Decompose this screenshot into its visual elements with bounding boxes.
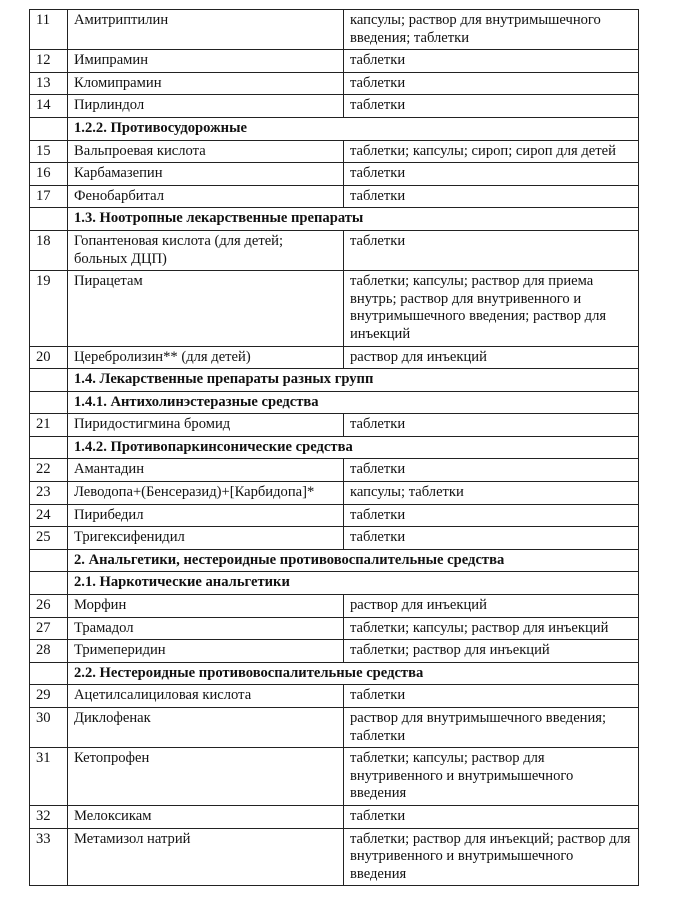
dosage-form: раствор для инъекций xyxy=(344,346,639,369)
row-number: 32 xyxy=(30,805,68,828)
row-number: 13 xyxy=(30,72,68,95)
drug-name: Амитриптилин xyxy=(68,10,344,50)
drug-name: Пиридостигмина бромид xyxy=(68,414,344,437)
dosage-form: таблетки xyxy=(344,50,639,73)
drug-name: Ацетилсалициловая кислота xyxy=(68,685,344,708)
table-row xyxy=(30,95,639,118)
row-number: 11 xyxy=(30,10,68,50)
row-number: 29 xyxy=(30,685,68,708)
table-row xyxy=(30,163,639,186)
dosage-form: таблетки xyxy=(344,459,639,482)
drug-name: Фенобарбитал xyxy=(68,185,344,208)
table-row xyxy=(30,482,639,505)
table-row xyxy=(30,828,639,886)
section-number-cell xyxy=(30,369,68,392)
section-title: 2. Анальгетики, нестероидные противовоспалительные средства xyxy=(68,549,639,572)
drug-name: Вальпроевая кислота xyxy=(68,140,344,163)
dosage-form: таблетки; раствор для инъекций xyxy=(344,640,639,663)
row-number: 23 xyxy=(30,482,68,505)
row-number: 18 xyxy=(30,230,68,270)
table-body xyxy=(30,10,639,886)
dosage-form: раствор для внутримышечного введения; таблетки xyxy=(344,708,639,748)
table-row xyxy=(30,414,639,437)
table-row xyxy=(30,504,639,527)
section-number-cell xyxy=(30,572,68,595)
row-number: 25 xyxy=(30,527,68,550)
row-number: 17 xyxy=(30,185,68,208)
row-number: 22 xyxy=(30,459,68,482)
dosage-form: таблетки xyxy=(344,414,639,437)
section-number-cell xyxy=(30,391,68,414)
dosage-form: таблетки; капсулы; раствор для инъекций xyxy=(344,617,639,640)
drug-name: Морфин xyxy=(68,595,344,618)
drug-name: Карбамазепин xyxy=(68,163,344,186)
section-number-cell xyxy=(30,117,68,140)
row-number: 31 xyxy=(30,748,68,806)
section-number-cell xyxy=(30,662,68,685)
row-number: 12 xyxy=(30,50,68,73)
row-number: 28 xyxy=(30,640,68,663)
table-row xyxy=(30,346,639,369)
table-row xyxy=(30,748,639,806)
table-row xyxy=(30,708,639,748)
drug-name: Тригексифенидил xyxy=(68,527,344,550)
section-number-cell xyxy=(30,436,68,459)
row-number: 27 xyxy=(30,617,68,640)
drug-name: Амантадин xyxy=(68,459,344,482)
section-row xyxy=(30,369,639,392)
dosage-form: таблетки xyxy=(344,685,639,708)
row-number: 24 xyxy=(30,504,68,527)
dosage-form: таблетки xyxy=(344,230,639,270)
row-number: 14 xyxy=(30,95,68,118)
row-number: 33 xyxy=(30,828,68,886)
row-number: 20 xyxy=(30,346,68,369)
table-row xyxy=(30,10,639,50)
dosage-form: таблетки xyxy=(344,163,639,186)
table-row xyxy=(30,685,639,708)
dosage-form: таблетки; раствор для инъекций; раствор для внутривенного и внутримышечного введения xyxy=(344,828,639,886)
table-row xyxy=(30,72,639,95)
drug-name: Пирлиндол xyxy=(68,95,344,118)
dosage-form: таблетки; капсулы; раствор для приема внутрь; раствор для внутривенного и внутримышечного введения; раствор для инъекций xyxy=(344,271,639,346)
section-row xyxy=(30,391,639,414)
dosage-form: капсулы; таблетки xyxy=(344,482,639,505)
section-number-cell xyxy=(30,549,68,572)
section-title: 1.4. Лекарственные препараты разных групп xyxy=(68,369,639,392)
section-title: 1.4.2. Противопаркинсонические средства xyxy=(68,436,639,459)
section-row xyxy=(30,208,639,231)
dosage-form: таблетки xyxy=(344,527,639,550)
drug-name: Имипрамин xyxy=(68,50,344,73)
row-number: 15 xyxy=(30,140,68,163)
section-title: 1.3. Ноотропные лекарственные препараты xyxy=(68,208,639,231)
row-number: 30 xyxy=(30,708,68,748)
table-row xyxy=(30,459,639,482)
table-row xyxy=(30,805,639,828)
drug-name: Леводопа+(Бенсеразид)+[Карбидопа]* xyxy=(68,482,344,505)
drug-name: Метамизол натрий xyxy=(68,828,344,886)
drug-name: Пирибедил xyxy=(68,504,344,527)
dosage-form: таблетки xyxy=(344,185,639,208)
row-number: 19 xyxy=(30,271,68,346)
table-row xyxy=(30,185,639,208)
row-number: 16 xyxy=(30,163,68,186)
dosage-form: таблетки xyxy=(344,95,639,118)
dosage-form: капсулы; раствор для внутримышечного введения; таблетки xyxy=(344,10,639,50)
table-row xyxy=(30,230,639,270)
drug-name: Тримеперидин xyxy=(68,640,344,663)
dosage-form: таблетки xyxy=(344,805,639,828)
table-row xyxy=(30,527,639,550)
drug-name: Диклофенак xyxy=(68,708,344,748)
section-row xyxy=(30,662,639,685)
table-row xyxy=(30,271,639,346)
dosage-form: таблетки xyxy=(344,504,639,527)
section-title: 2.2. Нестероидные противовоспалительные средства xyxy=(68,662,639,685)
dosage-form: таблетки; капсулы; сироп; сироп для детей xyxy=(344,140,639,163)
table-row xyxy=(30,617,639,640)
row-number: 21 xyxy=(30,414,68,437)
drug-name: Кетопрофен xyxy=(68,748,344,806)
drug-list-table xyxy=(29,9,639,886)
section-title: 1.4.1. Антихолинэстеразные средства xyxy=(68,391,639,414)
drug-name: Мелоксикам xyxy=(68,805,344,828)
section-row xyxy=(30,117,639,140)
row-number: 26 xyxy=(30,595,68,618)
section-row xyxy=(30,572,639,595)
table-row xyxy=(30,640,639,663)
drug-name: Пирацетам xyxy=(68,271,344,346)
drug-name: Гопантеновая кислота (для детей; больных ДЦП) xyxy=(68,230,344,270)
table-row xyxy=(30,140,639,163)
table-row xyxy=(30,595,639,618)
dosage-form: раствор для инъекций xyxy=(344,595,639,618)
drug-name: Трамадол xyxy=(68,617,344,640)
section-title: 2.1. Наркотические анальгетики xyxy=(68,572,639,595)
section-row xyxy=(30,549,639,572)
drug-name: Кломипрамин xyxy=(68,72,344,95)
section-row xyxy=(30,436,639,459)
dosage-form: таблетки xyxy=(344,72,639,95)
dosage-form: таблетки; капсулы; раствор для внутривенного и внутримышечного введения xyxy=(344,748,639,806)
section-number-cell xyxy=(30,208,68,231)
section-title: 1.2.2. Противосудорожные xyxy=(68,117,639,140)
drug-name: Церебролизин** (для детей) xyxy=(68,346,344,369)
table-row xyxy=(30,50,639,73)
